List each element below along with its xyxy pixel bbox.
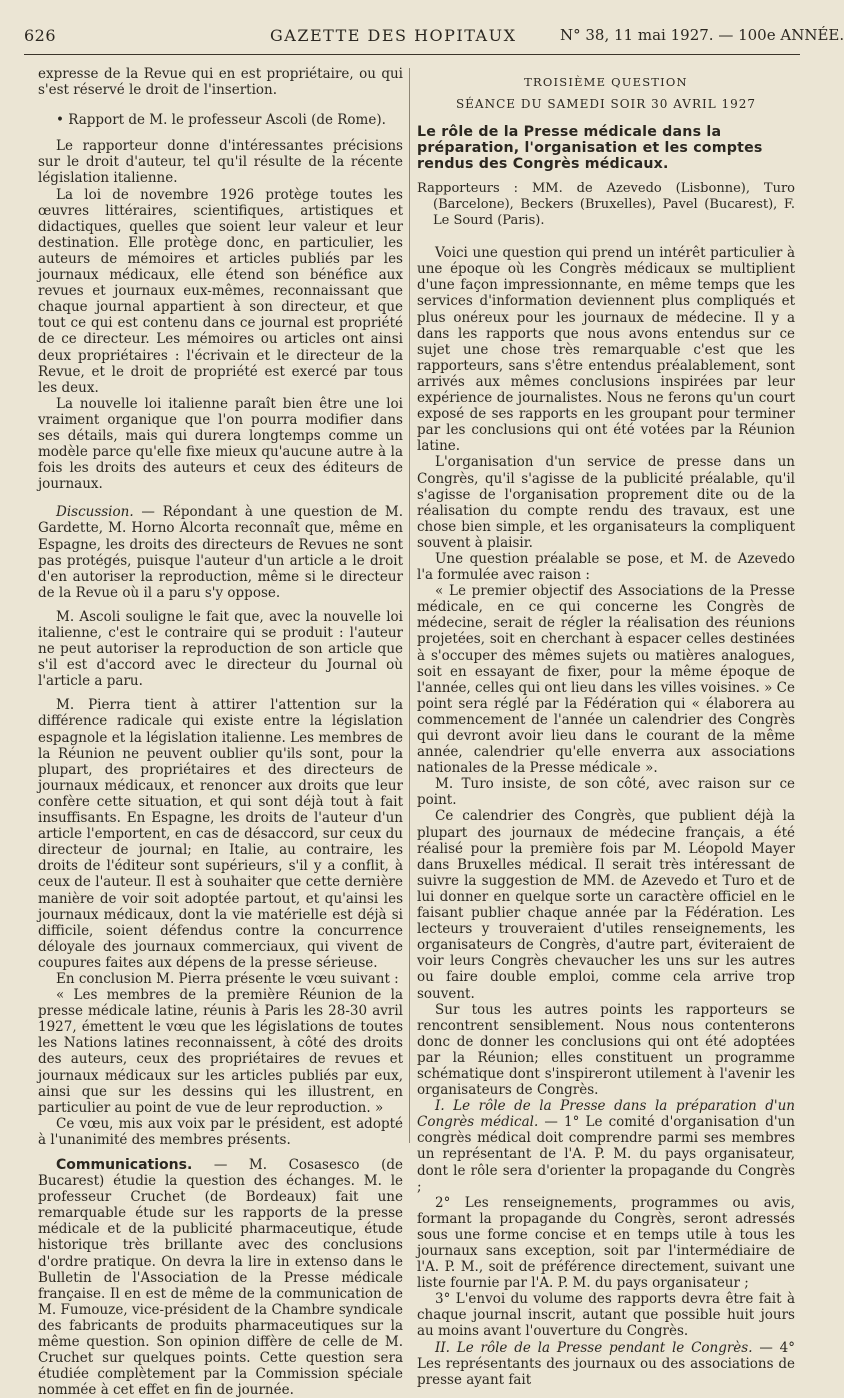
paragraph: En conclusion M. Pierra présente le vœu suivant :	[56, 970, 399, 987]
rapporteurs: Rapporteurs : MM. de Azevedo (Lisbonne), Turo (Barcelone), Beckers (Bruxelles), Pavel (Bucarest), F. Le Sourd (Paris).	[417, 181, 795, 229]
paragraph: 3° L'envoi du volume des rapports devra être fait à chaque journal inscrit, autant que possible huit jours au moins avant l'ouverture du Congrès.	[417, 1291, 795, 1340]
report-heading: • Rapport de M. le professeur Ascoli (de Rome).	[56, 112, 386, 129]
paragraph: expresse de la Revue qui en est propriétaire, ou qui s'est réservé le droit de l'insertion.	[38, 66, 403, 99]
paragraph: La nouvelle loi italienne paraît bien être une loi vraiment organique que l'on pourra modifier dans ses détails, mais qui durera longtemps comme un modèle parce qu'elle fixe mieux qu'aucune autre à la fois les droits des auteurs et ceux des éditeurs de journaux.	[38, 395, 403, 493]
quote-paragraph: « Le premier objectif des Associations de la Presse médicale, en ce qui concerne les Congrès de médecine, serait de régler la réalisation des réunions projetées, soit en cherchant à espacer celles destinées à s'occuper des mêmes sujets ou matières analogues, soit en essayant de fixer, pour la même époque de l'année, celles qui ont lieu dans les villes voisines. » Ce point sera réglé par la Fédération qui « élaborera au commencement de l'année un calendrier des Congrès qui devront avoir lieu dans le courant de la même année, calendrier qu'elle enverra aux associations nationales de la Presse médicale ».	[417, 583, 795, 777]
conclusion-text-1: — 1° Le comité d'organisation d'un congrès médical doit comprendre parmi ses membres un représentant de l'A. P. M. du pays organisateur, dont le rôle sera d'orienter la propagande du Congrès ;	[417, 1114, 795, 1195]
paragraph: 2° Les renseignements, programmes ou avis, formant la propagande du Congrès, seront adressés sous une forme concise et en temps utile à tous les journaux sans exception, soit par l'intermédiaire de l'A. P. M., soit de préférence directement, suivant une liste fournie par l'A. P. M. du pays organisateur ;	[417, 1194, 795, 1292]
paragraph: M. Ascoli souligne le fait que, avec la nouvelle loi italienne, c'est le contraire qui se produit : l'auteur ne peut autoriser la reproduction de son article que s'il est d'accord avec le directeur du Journal où l'article a paru.	[38, 608, 403, 690]
discussion-label: Discussion.	[56, 504, 134, 521]
paragraph: Sur tous les autres points les rapporteurs se rencontrent sensiblement. Nous nous contenterons donc de donner les conclusions qui ont été adoptées par la Réunion; elles constituent un programme schématique dont s'inspireront utilement à l'avenir les organisateurs de Congrès.	[417, 1001, 795, 1099]
paragraph: Ce calendrier des Congrès, que publient déjà la plupart des journaux de médecine français, a été réalisé pour la première fois par M. Léopold Mayer dans Bruxelles médical. Il serait très intéressant de suivre la suggestion de MM. de Azevedo et Turo et de lui donner en quelque sorte un caractère officiel en le faisant publier chaque année par la Fédération. Les lecteurs y trouveraient d'utiles renseignements, les organisateurs de Congrès, d'autre part, éviteraient de voir leurs Congrès chevaucher les uns sur les autres ou faire double emploi, comme cela arrive trop souvent.	[417, 808, 795, 1002]
communications-text: M. Cosasesco (de Bucarest) étudie la question des échanges. M. le professeur Cruchet (de Bordeaux) fait une remarquable étude sur les rapports de la presse médicale et de la publicité pharmaceutique, étude historique très brillante avec des conclusions d'ordre pratique. On devra la lire in extenso dans le Bulletin de l'Association de la Presse médicale française. Il en est de même de la communication de M. Fumouze, vice-président de la Chambre syndicale des fabricants de produits pharmaceutiques sur la même question. Son opinion diffère de celle de M. Cruchet sur quelques points. Cette question sera étudiée complètement par la Commission spéciale nommée à cet effet en fin de journée.	[38, 1157, 403, 1398]
paragraph: La loi de novembre 1926 protège toutes les œuvres littéraires, scientifiques, artistiques et didactiques, quelles que soient leur valeur et leur destination. Elle protège donc, en particulier, les auteurs de mémoires et articles publiés par les journaux médicaux, elle étend son bénéfice aux revues et journaux eux-mêmes, reconnaissant que chaque journal appartient à son directeur, et que tout ce qui est contenu dans ce journal est propriété de ce directeur. Les mémoires ou articles ont ainsi deux propriétaires : l'écrivain et le directeur de la Revue, et le droit de propriété est exercé par tous les deux.	[38, 186, 403, 396]
issue-info: N° 38, 11 mai 1927. — 100e ANNÉE.	[560, 26, 844, 44]
paragraph: Voici une question qui prend un intérêt particulier à une époque où les Congrès médicaux se multiplient d'une façon impressionnante, en même temps que les services d'information deviennent plus compliqués et plus onéreux pour les journaux de médecine. Il y a dans les rapports que nous avons entendus sur ce sujet une chose très remarquable c'est que les rapporteurs, sans s'être entendus préalablement, sont arrivés aux mêmes conclusions inspirées par leur expérience de journalistes. Nous ne ferons qu'un court exposé de ses rapports en les groupant pour terminer par les conclusions qui ont été votées par la Réunion latine.	[417, 245, 795, 455]
conclusion-section-1	[417, 1098, 795, 1195]
right-column	[417, 66, 795, 1388]
conclusion-label-1: I. Le rôle de la Presse dans la préparation d'un Congrès médical.	[417, 1098, 795, 1131]
journal-title: GAZETTE DES HOPITAUX	[270, 26, 517, 45]
conclusion-section-2	[417, 1340, 795, 1388]
section-label: TROISIÈME QUESTION	[524, 75, 688, 89]
left-column	[38, 66, 403, 1398]
header-rule	[24, 54, 800, 55]
paragraph: M. Pierra tient à attirer l'attention sur la différence radicale qui existe entre la législation espagnole et la législation italienne. Les membres de la Réunion ne peuvent oublier qu'ils sont, pour la plupart, des propriétaires et des directeurs de journaux médicaux, et renoncer aux droits que leur confère cette situation, et qui sont déjà tout à fait insuffisants. En Espagne, les droits de l'auteur d'un article l'emportent, en cas de désaccord, sur ceux du directeur de journal; en Italie, au contraire, les droits de l'éditeur sont supérieurs, s'il y a conflit, à ceux de l'auteur. Il est à souhaiter que cette dernière manière de voir soit adoptée partout, et qu'ainsi les journaux médicaux, dont la vie matérielle est déjà si difficile, soient défendus contre la concurrence déloyale des journaux commerciaux, qui vivent de coupures faites aux dépens de la presse sérieuse.	[38, 697, 403, 971]
discussion-paragraph: Discussion. — Répondant à une question de M. Gardette, M. Horno Alcorta reconnaît que, même en Espagne, les droits des directeurs de Revues ne sont pas protégés, puisque l'auteur d'un article a le droit d'en autoriser la reproduction, même si le directeur de la Revue où il a paru s'y oppose.	[38, 504, 403, 601]
session-date: SÉANCE DU SAMEDI SOIR 30 AVRIL 1927	[455, 97, 757, 112]
page-header	[0, 0, 844, 58]
column-divider	[409, 68, 410, 1143]
paragraph: M. Turo insiste, de son côté, avec raison sur ce point.	[417, 776, 795, 809]
conclusion-text-2: — 4° Les représentants des journaux ou des associations de presse ayant fait	[417, 1339, 795, 1388]
paragraph: Une question préalable se pose, et M. de Azevedo l'a formulée avec raison :	[417, 550, 795, 584]
page-number: 626	[24, 26, 57, 45]
conclusion-label-2: II. Le rôle de la Presse pendant le Congrès.	[435, 1339, 753, 1356]
quote-paragraph: « Les membres de la première Réunion de la presse médicale latine, réunis à Paris les 28-30 avril 1927, émettent le vœu que les législations de toutes les Nations latines reconnaissent, à côté des droits des auteurs, ceux des propriétaires de revues et journaux médicaux sur les articles publiés par eux, ainsi que sur les dessins qui les illustrent, en particulier au point de vue de leur reproduction. »	[38, 987, 403, 1116]
paragraph: L'organisation d'un service de presse dans un Congrès, qu'il s'agisse de la publicité préalable, qu'il s'agisse de l'organisation proprement dite ou de la réalisation du compte rendu des travaux, est une chose bien simple, et les organisateurs la compliquent souvent à plaisir.	[417, 454, 795, 551]
paragraph: Ce vœu, mis aux voix par le président, est adopté à l'unanimité des membres présents.	[38, 1115, 403, 1148]
article-title: Le rôle de la Presse médicale dans la préparation, l'organisation et les comptes rendus des Congrès médicaux.	[417, 124, 763, 173]
communications-label: Communications.	[56, 1157, 193, 1173]
paragraph: Le rapporteur donne d'intéressantes précisions sur le droit d'auteur, tel qu'il résulte de la récente législation italienne.	[38, 138, 403, 187]
discussion-text: Répondant à une question de M. Gardette, M. Horno Alcorta reconnaît que, même en Espagne, les droits des directeurs de Revues ne sont pas protégés, puisque l'auteur d'un article a le droit d'en autoriser la reproduction, même si le directeur de la Revue où il a paru s'y oppose.	[38, 504, 403, 601]
communications-paragraph: Communications. — M. Cosasesco (de Bucarest) étudie la question des échanges. M. le professeur Cruchet (de Bordeaux) fait une remarquable étude sur les rapports de la presse médicale et de la publicité pharmaceutique, étude historique très brillante avec des conclusions d'ordre pratique. On devra la lire in extenso dans le Bulletin de l'Association de la Presse médicale française. Il en est de même de la communication de M. Fumouze, vice-président de la Chambre syndicale des fabricants de produits pharmaceutiques sur la même question. Son opinion diffère de celle de M. Cruchet sur quelques points. Cette question sera étudiée complètement par la Commission spéciale nommée à cet effet en fin de journée.	[38, 1157, 403, 1398]
